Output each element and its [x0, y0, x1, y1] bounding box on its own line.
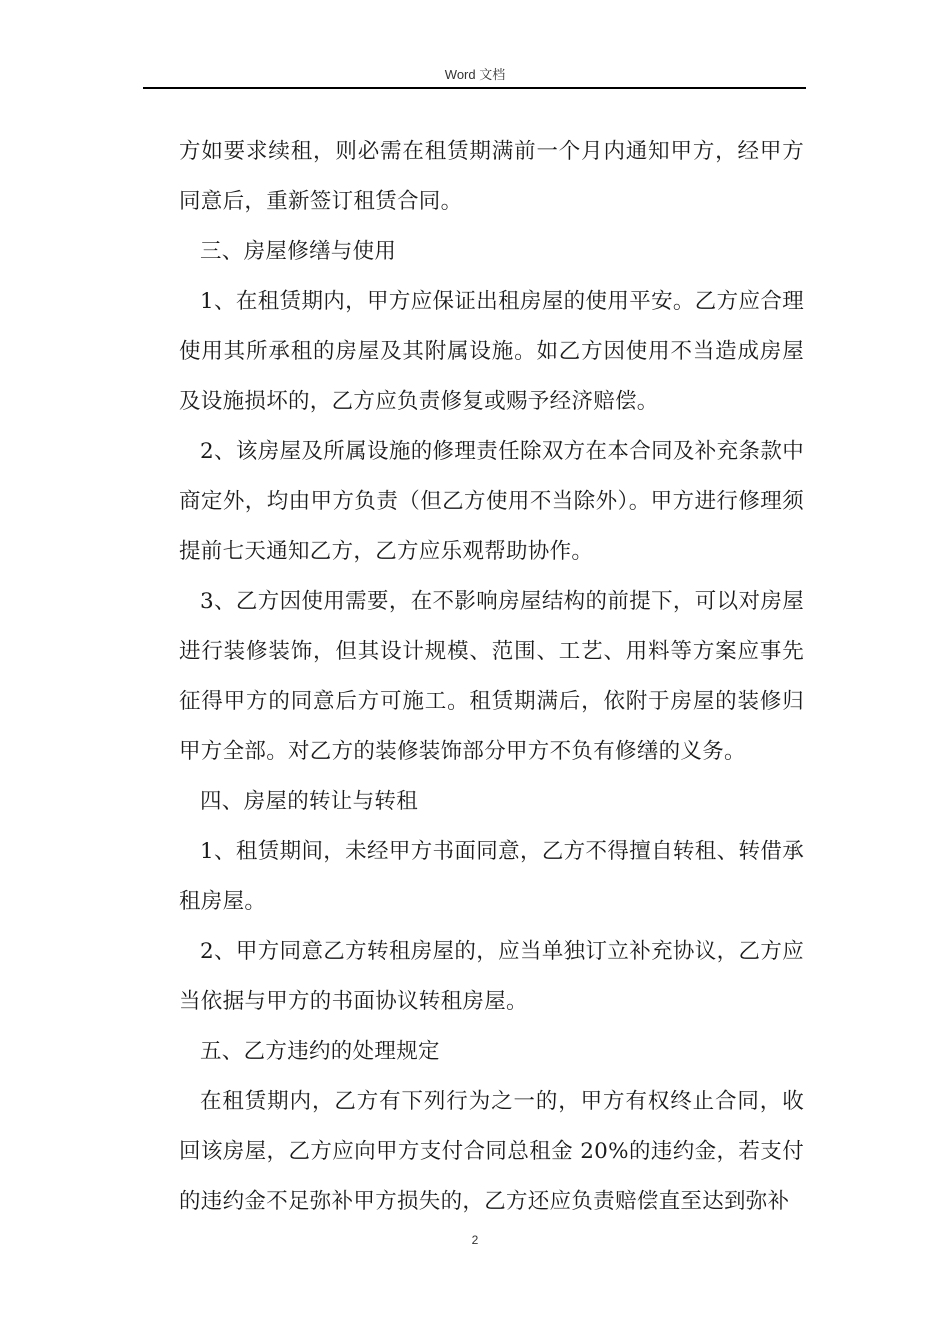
paragraph-repair-clause-1: 1、在租赁期内，甲方应保证出租房屋的使用平安。乙方应合理使用其所承租的房屋及其附属设施。如乙方因使用不当造成房屋及设施损坏的，乙方应负责修复或赐予经济赔偿。: [179, 289, 804, 414]
page-number: 2: [471, 1233, 479, 1247]
paragraph-repair-clause-3: 3、乙方因使用需要，在不影响房屋结构的前提下，可以对房屋进行装修装饰，但其设计规模、范围、工艺、用料等方案应事先征得甲方的同意后方可施工。租赁期满后，依附于房屋的装修归甲方全部。对乙方的装修装饰部分甲方不负有修缮的义务。: [179, 589, 804, 764]
paragraph-transfer-clause-2: 2、甲方同意乙方转租房屋的，应当单独订立补充协议，乙方应当依据与甲方的书面协议转租房屋。: [179, 939, 804, 1014]
paragraph-repair-clause-2: 2、该房屋及所属设施的修理责任除双方在本合同及补充条款中商定外，均由甲方负责（但乙方使用不当除外）。甲方进行修理须提前七天通知乙方，乙方应乐观帮助协作。: [179, 439, 804, 564]
header-divider: [143, 87, 806, 89]
paragraph-renewal-continuation: 方如要求续租，则必需在租赁期满前一个月内通知甲方，经甲方同意后，重新签订租赁合同。: [179, 139, 804, 214]
paragraph-transfer-clause-1: 1、租赁期间，未经甲方书面同意，乙方不得擅自转租、转借承租房屋。: [179, 839, 804, 914]
section-heading-repair-and-use: 三、房屋修缮与使用: [200, 239, 397, 264]
document-body: [179, 127, 804, 1227]
section-heading-breach-handling: 五、乙方违约的处理规定: [200, 1039, 440, 1064]
paragraph-breach-clause: 在租赁期内，乙方有下列行为之一的，甲方有权终止合同，收回该房屋，乙方应向甲方支付合同总租金 20%的违约金，若支付的违约金不足弥补甲方损失的，乙方还应负责赔偿直至达到弥补: [179, 1089, 804, 1214]
page-header: Word 文档: [444, 67, 506, 82]
section-heading-transfer-and-sublease: 四、房屋的转让与转租: [200, 789, 419, 814]
